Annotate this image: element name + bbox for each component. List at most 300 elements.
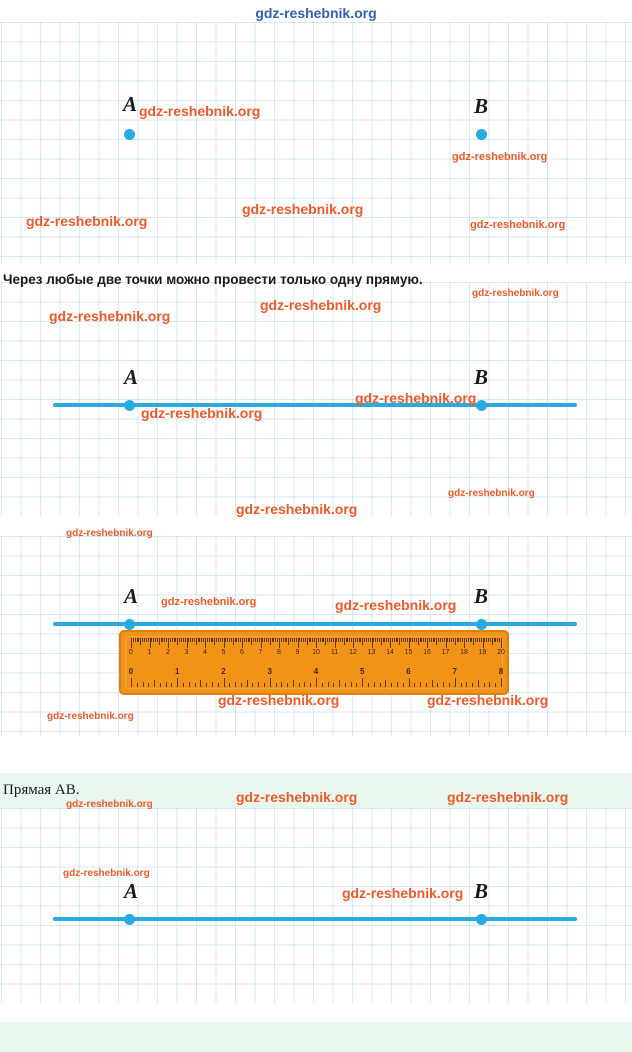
ruler-tick bbox=[310, 683, 311, 687]
ruler-tick bbox=[390, 638, 391, 648]
ruler-tick bbox=[192, 638, 193, 642]
ruler-tick bbox=[220, 638, 221, 642]
ruler-top-number: 5 bbox=[221, 649, 226, 656]
ruler-tick bbox=[484, 683, 485, 687]
ruler-tick bbox=[266, 638, 267, 642]
ruler-tick bbox=[475, 638, 476, 642]
ruler-tick bbox=[432, 680, 433, 687]
ruler-tick bbox=[189, 682, 190, 687]
ruler-tick bbox=[211, 638, 212, 642]
ruler-tick bbox=[287, 683, 288, 687]
point-dot-b-fig4 bbox=[476, 914, 487, 925]
ruler-tick bbox=[333, 638, 334, 642]
ruler-tick bbox=[434, 638, 435, 642]
point-label-b-fig3: B bbox=[474, 584, 489, 608]
ruler-tick bbox=[281, 682, 282, 687]
ruler-tick bbox=[394, 638, 395, 642]
ruler-tick bbox=[351, 682, 352, 687]
ruler-tick bbox=[362, 638, 363, 645]
point-label-a-fig3: A bbox=[124, 584, 139, 608]
ruler-top-number: 19 bbox=[478, 649, 487, 656]
ruler-tick bbox=[323, 638, 324, 642]
ruler-tick bbox=[399, 638, 400, 645]
ruler-tick bbox=[328, 682, 329, 687]
watermark-fig4-3: gdz-reshebnik.org bbox=[63, 868, 150, 879]
ruler-tick bbox=[224, 638, 225, 648]
ruler-tick bbox=[270, 678, 271, 687]
ruler-tick bbox=[420, 638, 421, 642]
ruler-tick bbox=[368, 638, 369, 642]
ruler-bottom-number: 5 bbox=[360, 667, 365, 676]
ruler-bottom-number: 0 bbox=[128, 667, 134, 676]
ruler-tick bbox=[187, 638, 188, 648]
ruler-tick bbox=[286, 638, 287, 642]
ruler-tick bbox=[339, 680, 340, 687]
point-dot-b-fig3 bbox=[476, 619, 487, 630]
watermark-fig3-0: gdz-reshebnik.org bbox=[66, 528, 153, 539]
ruler-tick bbox=[458, 638, 459, 642]
ruler-tick bbox=[225, 638, 226, 642]
ruler-tick bbox=[264, 683, 265, 687]
ruler-tick bbox=[383, 638, 384, 642]
ruler-tick bbox=[207, 638, 208, 642]
ruler-tick bbox=[214, 638, 215, 645]
ruler-tick bbox=[200, 680, 201, 687]
ruler-tick bbox=[368, 683, 369, 687]
ruler-tick bbox=[462, 638, 463, 642]
point-label-b-fig2: B bbox=[474, 365, 489, 389]
ruler-tick bbox=[131, 638, 132, 648]
ruler-tick bbox=[497, 638, 498, 642]
ruler-tick bbox=[420, 682, 421, 687]
ruler-tick bbox=[370, 638, 371, 642]
ruler-tick bbox=[241, 683, 242, 687]
ruler-tick bbox=[342, 638, 343, 642]
ruler-tick bbox=[501, 638, 502, 648]
ruler-tick bbox=[318, 638, 319, 642]
ruler-top-number: 13 bbox=[367, 649, 376, 656]
ruler-tick bbox=[433, 638, 434, 642]
ruler-tick bbox=[183, 683, 184, 687]
ruler-tick bbox=[457, 638, 458, 642]
ruler-top-number: 14 bbox=[386, 649, 394, 656]
ruler-top-number: 8 bbox=[277, 649, 281, 656]
ruler-tick bbox=[175, 638, 176, 642]
ruler-tick bbox=[388, 638, 389, 642]
ruler-tick bbox=[405, 638, 406, 642]
watermark-fig3-5: gdz-reshebnik.org bbox=[47, 711, 134, 722]
ruler-tick bbox=[252, 683, 253, 687]
ruler-tick bbox=[460, 638, 461, 642]
ruler-top-number: 17 bbox=[441, 649, 450, 656]
ruler-tick bbox=[377, 638, 378, 642]
watermark-fig2-1: gdz-reshebnik.org bbox=[260, 297, 382, 313]
ruler-tick bbox=[327, 638, 328, 642]
ruler-tick bbox=[392, 638, 393, 642]
ruler-tick bbox=[205, 638, 206, 648]
watermark-fig1-1: gdz-reshebnik.org bbox=[452, 151, 548, 163]
ruler-tick bbox=[314, 638, 315, 642]
ruler-tick bbox=[255, 638, 256, 642]
ruler-tick bbox=[285, 638, 286, 642]
point-label-b-fig1: B bbox=[474, 94, 489, 118]
ruler-tick bbox=[259, 638, 260, 642]
ruler-tick bbox=[272, 638, 273, 642]
ruler-tick bbox=[227, 638, 228, 642]
ruler-tick bbox=[247, 680, 248, 687]
ruler-tick bbox=[199, 638, 200, 642]
ruler-tick bbox=[486, 638, 487, 642]
ruler-tick bbox=[166, 638, 167, 642]
ruler-top-number: 3 bbox=[184, 649, 189, 656]
ruler-tick bbox=[461, 683, 462, 687]
ruler-tick bbox=[470, 638, 471, 642]
ruler-tick bbox=[379, 638, 380, 642]
ruler[interactable] bbox=[119, 630, 509, 695]
ruler-tick bbox=[468, 638, 469, 642]
ruler-tick bbox=[144, 638, 145, 642]
ruler-tick bbox=[403, 638, 404, 642]
ruler-tick bbox=[275, 638, 276, 642]
ruler-tick bbox=[157, 638, 158, 642]
ruler-tick bbox=[148, 638, 149, 642]
ruler-tick bbox=[154, 680, 155, 687]
point-dot-a-fig1 bbox=[124, 129, 135, 140]
ruler-tick bbox=[137, 638, 138, 642]
ruler-top-number: 12 bbox=[349, 649, 357, 656]
ruler-tick bbox=[131, 678, 132, 687]
ruler-top-number: 1 bbox=[147, 649, 152, 656]
ruler-tick bbox=[299, 638, 300, 642]
ruler-tick bbox=[407, 638, 408, 642]
ruler-tick bbox=[203, 638, 204, 642]
ruler-tick bbox=[426, 683, 427, 687]
ruler-tick bbox=[303, 638, 304, 642]
ruler-tick bbox=[501, 678, 502, 687]
ruler-tick bbox=[380, 683, 381, 687]
point-label-a-fig4: A bbox=[124, 879, 139, 903]
ruler-tick bbox=[151, 638, 152, 642]
point-label-a-fig1: A bbox=[123, 92, 138, 116]
ruler-tick bbox=[222, 638, 223, 642]
watermark-fig2-3: gdz-reshebnik.org bbox=[141, 405, 263, 421]
ruler-tick bbox=[418, 638, 419, 645]
ruler-tick bbox=[464, 638, 465, 648]
ruler-tick bbox=[301, 638, 302, 642]
watermark-fig3-2: gdz-reshebnik.org bbox=[335, 597, 457, 613]
ruler-tick bbox=[261, 638, 262, 648]
ruler-tick bbox=[171, 683, 172, 687]
ruler-tick bbox=[168, 638, 169, 648]
watermark-fig4-1: gdz-reshebnik.org bbox=[236, 789, 358, 805]
ruler-tick bbox=[374, 682, 375, 687]
ruler-tick bbox=[351, 638, 352, 642]
ruler-tick bbox=[270, 638, 271, 645]
ruler-tick bbox=[198, 638, 199, 642]
ruler-tick bbox=[258, 682, 259, 687]
ruler-tick bbox=[146, 638, 147, 642]
ruler-tick bbox=[304, 682, 305, 687]
ruler-tick bbox=[494, 638, 495, 642]
ruler-tick bbox=[451, 638, 452, 642]
ruler-tick bbox=[235, 682, 236, 687]
ruler-tick bbox=[335, 638, 336, 648]
ruler-tick bbox=[190, 638, 191, 642]
bottom-band bbox=[0, 1022, 632, 1052]
ruler-tick bbox=[322, 638, 323, 642]
ruler-tick bbox=[268, 638, 269, 642]
ruler-tick bbox=[440, 638, 441, 642]
ruler-bottom-number: 2 bbox=[221, 667, 226, 676]
ruler-tick bbox=[312, 638, 313, 642]
ruler-tick bbox=[195, 683, 196, 687]
ruler-tick bbox=[133, 638, 134, 642]
ruler-tick bbox=[283, 638, 284, 642]
ruler-tick bbox=[142, 638, 143, 642]
ruler-tick bbox=[455, 678, 456, 687]
ruler-tick bbox=[257, 638, 258, 642]
ruler-tick bbox=[431, 638, 432, 642]
ruler-tick bbox=[307, 638, 308, 645]
ruler-tick bbox=[212, 638, 213, 642]
ruler-tick bbox=[386, 638, 387, 642]
ruler-tick bbox=[421, 638, 422, 642]
ruler-tick bbox=[366, 638, 367, 642]
ruler-tick bbox=[135, 638, 136, 642]
ruler-tick bbox=[357, 638, 358, 642]
ruler-tick bbox=[481, 638, 482, 642]
ruler-tick bbox=[253, 638, 254, 642]
ruler-tick bbox=[488, 638, 489, 642]
ruler-tick bbox=[164, 638, 165, 642]
ruler-tick bbox=[238, 638, 239, 642]
ruler-tick bbox=[316, 678, 317, 687]
ruler-tick bbox=[492, 638, 493, 645]
ruler-tick bbox=[320, 638, 321, 642]
ruler-tick bbox=[453, 638, 454, 642]
ruler-tick bbox=[162, 638, 163, 642]
ruler-tick bbox=[338, 638, 339, 642]
ruler-tick bbox=[231, 638, 232, 642]
ruler-tick bbox=[409, 678, 410, 687]
top-watermark: gdz-reshebnik.org bbox=[255, 5, 377, 21]
ruler-top-number: 0 bbox=[129, 649, 133, 656]
ruler-tick bbox=[299, 683, 300, 687]
ruler-tick bbox=[429, 638, 430, 642]
ruler-tick bbox=[436, 638, 437, 645]
ruler-tick bbox=[216, 638, 217, 642]
ruler-tick bbox=[477, 638, 478, 642]
ruler-tick bbox=[248, 638, 249, 642]
ruler-tick bbox=[444, 638, 445, 642]
ruler-tick bbox=[375, 638, 376, 642]
ruler-tick bbox=[447, 638, 448, 642]
ruler-tick bbox=[188, 638, 189, 642]
ruler-tick bbox=[437, 683, 438, 687]
ruler-tick bbox=[196, 638, 197, 645]
ruler-bottom-number: 8 bbox=[498, 667, 504, 676]
ruler-tick bbox=[249, 638, 250, 642]
ruler-top-number: 2 bbox=[166, 649, 170, 656]
ruler-bottom-number: 6 bbox=[406, 667, 411, 676]
ruler-tick bbox=[293, 680, 294, 687]
ruler-tick bbox=[153, 638, 154, 642]
ruler-tick bbox=[478, 680, 479, 687]
ruler-tick bbox=[403, 683, 404, 687]
ruler-tick bbox=[410, 638, 411, 642]
ruler-tick bbox=[362, 678, 363, 687]
ruler-tick bbox=[290, 638, 291, 642]
watermark-fig1-2: gdz-reshebnik.org bbox=[26, 213, 148, 229]
ruler-tick bbox=[340, 638, 341, 642]
ruler-tick bbox=[281, 638, 282, 642]
watermark-fig2-5: gdz-reshebnik.org bbox=[448, 488, 535, 499]
ruler-tick bbox=[251, 638, 252, 645]
ruler-tick bbox=[346, 638, 347, 642]
ruler-top-number: 18 bbox=[460, 649, 468, 656]
ruler-tick bbox=[309, 638, 310, 642]
point-label-a-fig2: A bbox=[124, 365, 139, 389]
ruler-tick bbox=[185, 638, 186, 642]
ruler-tick bbox=[161, 638, 162, 642]
ruler-tick bbox=[425, 638, 426, 642]
ruler-tick bbox=[385, 680, 386, 687]
ruler-tick bbox=[409, 638, 410, 648]
watermark-fig2-0: gdz-reshebnik.org bbox=[472, 288, 559, 299]
ruler-tick bbox=[455, 638, 456, 645]
point-dot-a-fig2 bbox=[124, 400, 135, 411]
ruler-tick bbox=[349, 638, 350, 642]
ruler-tick bbox=[360, 638, 361, 642]
ruler-tick bbox=[449, 683, 450, 687]
ruler-tick bbox=[194, 638, 195, 642]
ruler-tick bbox=[140, 638, 141, 645]
point-dot-a-fig4 bbox=[124, 914, 135, 925]
ruler-bottom-number: 4 bbox=[313, 667, 319, 676]
ruler-tick bbox=[316, 638, 317, 648]
ruler-top-number: 9 bbox=[295, 649, 300, 656]
line-ab-caption bbox=[3, 782, 80, 799]
ruler-tick bbox=[183, 638, 184, 642]
watermark-fig1-0: gdz-reshebnik.org bbox=[139, 103, 261, 119]
watermark-fig3-3: gdz-reshebnik.org bbox=[218, 692, 340, 708]
ruler-bottom-number: 7 bbox=[452, 667, 457, 676]
ruler-tick bbox=[364, 638, 365, 642]
ruler-tick bbox=[397, 638, 398, 642]
ruler-tick bbox=[273, 638, 274, 642]
ruler-tick bbox=[150, 638, 151, 648]
ruler-tick bbox=[336, 638, 337, 642]
ruler-tick bbox=[355, 638, 356, 642]
ruler-tick bbox=[443, 682, 444, 687]
ruler-top-number: 11 bbox=[330, 649, 339, 656]
ruler-tick bbox=[442, 638, 443, 642]
ruler-tick bbox=[277, 638, 278, 642]
ruler-tick bbox=[298, 638, 299, 648]
ruler-tick bbox=[235, 638, 236, 642]
ruler-tick bbox=[414, 638, 415, 642]
watermark-fig1-3: gdz-reshebnik.org bbox=[242, 201, 364, 217]
ruler-tick bbox=[233, 638, 234, 645]
ruler-tick bbox=[423, 638, 424, 642]
ruler-tick bbox=[242, 638, 243, 648]
ruler-tick bbox=[483, 638, 484, 648]
ruler-tick bbox=[138, 638, 139, 642]
ruler-top-number: 7 bbox=[258, 649, 263, 656]
ruler-tick bbox=[218, 683, 219, 687]
ruler-tick bbox=[466, 638, 467, 642]
line-ab-caption-text: Прямая AB. bbox=[3, 782, 80, 798]
ruler-tick bbox=[412, 638, 413, 642]
ruler-tick bbox=[262, 638, 263, 642]
watermark-fig2-4: gdz-reshebnik.org bbox=[355, 390, 477, 406]
ruler-tick bbox=[172, 638, 173, 642]
ruler-tick bbox=[329, 638, 330, 642]
ruler-bottom-number: 1 bbox=[175, 667, 180, 676]
watermark-fig2-6: gdz-reshebnik.org bbox=[236, 501, 358, 517]
ruler-top-number: 10 bbox=[312, 649, 320, 656]
ruler-tick bbox=[344, 638, 345, 645]
watermark-fig4-2: gdz-reshebnik.org bbox=[447, 789, 569, 805]
watermark-fig1-4: gdz-reshebnik.org bbox=[470, 219, 566, 231]
ruler-tick bbox=[438, 638, 439, 642]
ruler-tick bbox=[396, 638, 397, 642]
ruler-tick bbox=[294, 638, 295, 642]
ruler-tick bbox=[279, 638, 280, 648]
ruler-tick bbox=[201, 638, 202, 642]
ruler-tick bbox=[212, 682, 213, 687]
ruler-tick bbox=[159, 638, 160, 645]
ruler-tick bbox=[391, 683, 392, 687]
ruler-tick bbox=[356, 683, 357, 687]
ruler-tick bbox=[224, 678, 225, 687]
ruler-tick bbox=[209, 638, 210, 642]
ruler-tick bbox=[177, 678, 178, 687]
ruler-tick bbox=[484, 638, 485, 642]
watermark-fig4-0: gdz-reshebnik.org bbox=[66, 799, 153, 810]
ruler-tick bbox=[181, 638, 182, 642]
ruler-tick bbox=[427, 638, 428, 648]
ruler-tick bbox=[143, 682, 144, 687]
ruler-top-number: 15 bbox=[404, 649, 413, 656]
ruler-bottom-number: 3 bbox=[267, 667, 272, 676]
ruler-tick bbox=[449, 638, 450, 642]
ruler-tick bbox=[246, 638, 247, 642]
ruler-top-number: 6 bbox=[240, 649, 244, 656]
point-dot-b-fig2 bbox=[476, 400, 487, 411]
ruler-top-number: 16 bbox=[423, 649, 431, 656]
watermark-fig3-4: gdz-reshebnik.org bbox=[427, 692, 549, 708]
ruler-tick bbox=[155, 638, 156, 642]
ruler-tick bbox=[148, 683, 149, 687]
ruler-tick bbox=[401, 638, 402, 642]
ruler-tick bbox=[347, 638, 348, 642]
ruler-tick bbox=[353, 638, 354, 648]
ruler-tick bbox=[218, 638, 219, 642]
ruler-tick bbox=[296, 638, 297, 642]
ruler-tick bbox=[236, 638, 237, 642]
ruler-tick bbox=[490, 638, 491, 642]
ruler-tick bbox=[495, 683, 496, 687]
ruler-tick bbox=[345, 683, 346, 687]
ruler-tick bbox=[276, 683, 277, 687]
point-dot-a-fig3 bbox=[124, 619, 135, 630]
ruler-tick bbox=[471, 638, 472, 642]
ruler-tick bbox=[446, 638, 447, 648]
ruler-tick bbox=[414, 683, 415, 687]
ruler-tick bbox=[170, 638, 171, 642]
rule-caption: Через любые две точки можно провести только одну прямую. bbox=[3, 272, 423, 287]
